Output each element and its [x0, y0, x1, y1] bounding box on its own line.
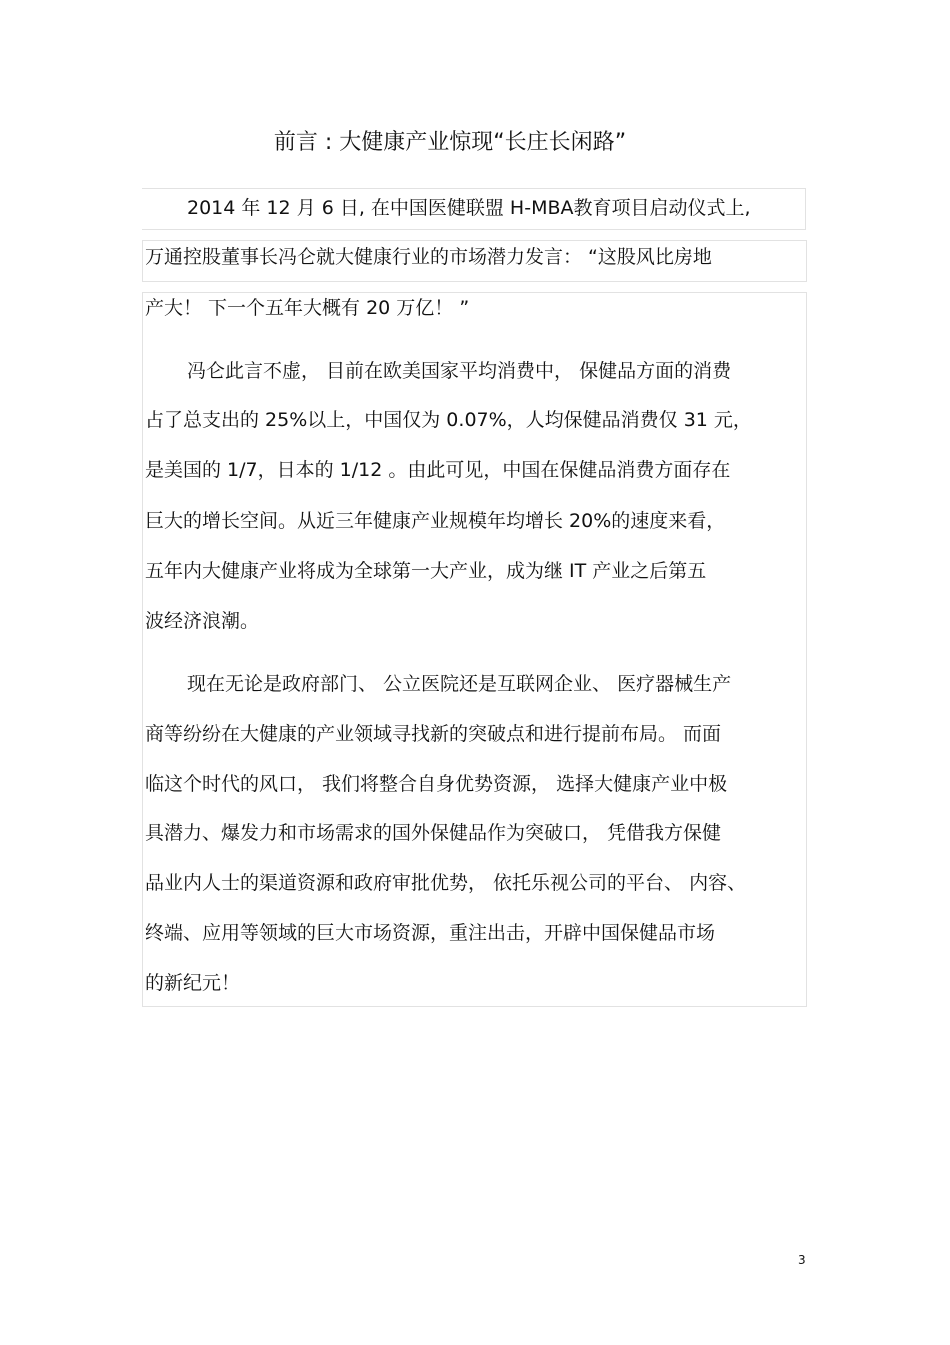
paragraph-line: 品业内人士的渠道资源和政府审批优势， 依托乐视公司的平台、 内容、 [145, 872, 747, 894]
page-number: 3 [798, 1253, 806, 1267]
paragraph-line: 冯仑此言不虚， 目前在欧美国家平均消费中， 保健品方面的消费 [187, 360, 732, 382]
text-frame [142, 292, 807, 1007]
paragraph-line: 巨大的增长空间。从近三年健康产业规模年均增长 20%的速度来看， [145, 510, 726, 532]
paragraph-line: 是美国的 1/7，日本的 1/12 。由此可见，中国在保健品消费方面存在 [145, 459, 731, 481]
paragraph-line: 波经济浪潮。 [145, 610, 260, 632]
paragraph-line: 占了总支出的 25%以上，中国仅为 0.07%，人均保健品消费仅 31 元， [145, 409, 752, 431]
paragraph-line: 终端、应用等领域的巨大市场资源，重注出击，开辟中国保健品市场 [145, 922, 716, 944]
paragraph-line: 2014 年 12 月 6 日, 在中国医健联盟 H-MBA教育项目启动仪式上, [187, 197, 751, 219]
paragraph-line: 万通控股董事长冯仑就大健康行业的市场潜力发言： “这股风比房地 [145, 246, 712, 268]
paragraph-line: 产大！ 下一个五年大概有 20 万亿！ ” [145, 297, 470, 319]
paragraph-line: 临这个时代的风口， 我们将整合自身优势资源， 选择大健康产业中极 [145, 773, 728, 795]
paragraph-line: 具潜力、爆发力和市场需求的国外保健品作为突破口， 凭借我方保健 [145, 822, 722, 844]
paragraph-line: 商等纷纷在大健康的产业领域寻找新的突破点和进行提前布局。 而面 [145, 723, 722, 745]
page-title: 前言 : 大健康产业惊现“长庄长闲路” [273, 130, 627, 155]
paragraph-line: 现在无论是政府部门、 公立医院还是互联网企业、 医疗器械生产 [187, 673, 732, 695]
paragraph-line: 的新纪元！ [145, 972, 241, 994]
paragraph-line: 五年内大健康产业将成为全球第一大产业，成为继 IT 产业之后第五 [145, 560, 707, 582]
